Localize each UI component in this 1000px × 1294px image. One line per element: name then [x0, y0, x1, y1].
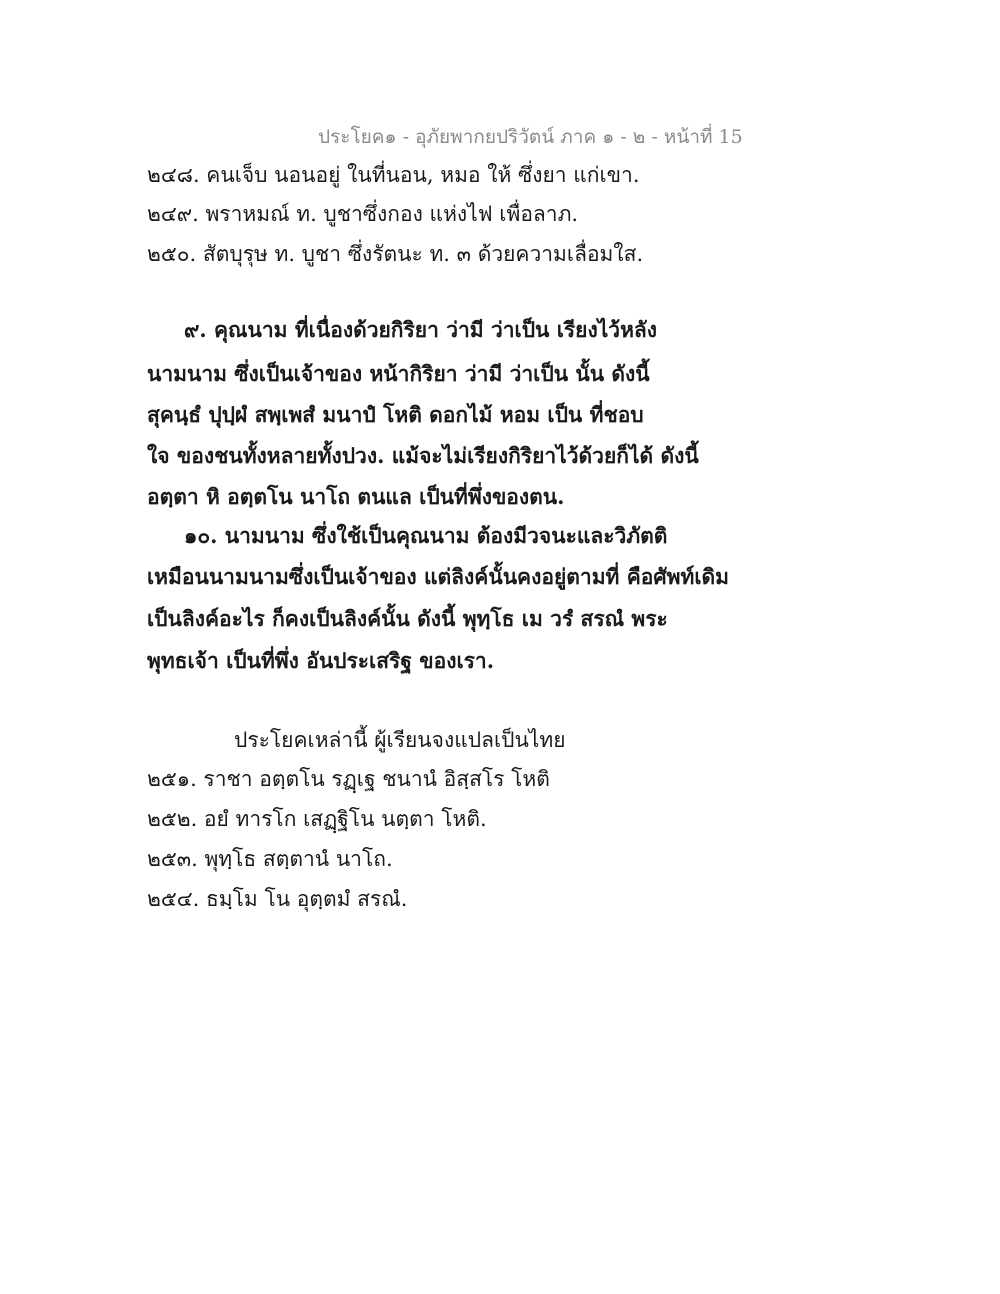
section-10-line: ๑๐. นามนาม ซึ่งใช้เป็นคุณนาม ต้องมีวจนะและวิภัตติ	[184, 523, 668, 548]
page-header: ประโยค๑ - อุภัยพากยปริวัตน์ ภาค ๑ - ๒ - หน้าที่ 15	[318, 126, 743, 148]
exercise-item: ๒๕๑. ราชา อตฺตโน รฏฺเฐ ชนานํ อิสฺสโร โหติ	[147, 767, 550, 791]
section-10-line: เป็นลิงค์อะไร ก็คงเป็นลิงค์นั้น ดังนี้ พุทฺโธ เม วรํ สรณํ พระ	[147, 606, 668, 631]
example-line: ๒๕๐. สัตบุรุษ ท. บูชา ซึ่งรัตนะ ท. ๓ ด้วยความเลื่อมใส.	[147, 242, 644, 266]
exercise-item: ๒๕๓. พุทฺโธ สตฺตานํ นาโถ.	[147, 847, 393, 871]
section-9-line: ๙. คุณนาม ที่เนื่องด้วยกิริยา ว่ามี ว่าเป็น เรียงไว้หลัง	[184, 317, 658, 342]
exercise-item: ๒๕๔. ธมฺโม โน อุตฺตมํ สรณํ.	[147, 887, 408, 911]
section-10-line: เหมือนนามนามซึ่งเป็นเจ้าของ แต่ลิงค์นั้นคงอยู่ตามที่ คือศัพท์เดิม	[147, 564, 730, 589]
section-10-line: พุทธเจ้า เป็นที่พึ่ง อันประเสริฐ ของเรา.	[147, 648, 495, 673]
example-line: ๒๔๙. พราหมณ์ ท. บูชาซึ่งกอง แห่งไฟ เพื่อลาภ.	[147, 202, 579, 226]
section-9-line: ใจ ของชนทั้งหลายทั้งปวง. แม้จะไม่เรียงกิริยาไว้ด้วยก็ได้ ดังนี้	[147, 443, 699, 468]
exercise-heading: ประโยคเหล่านี้ ผู้เรียนจงแปลเป็นไทย	[234, 728, 566, 752]
section-9-line: นามนาม ซึ่งเป็นเจ้าของ หน้ากิริยา ว่ามี ว่าเป็น นั้น ดังนี้	[147, 361, 650, 386]
section-9-line: สุคนฺธํ ปุปฺผํ สพฺเพสํ มนาปํ โหติ ดอกไม้ หอม เป็น ที่ชอบ	[147, 402, 644, 427]
example-line: ๒๔๘. คนเจ็บ นอนอยู่ ในที่นอน, หมอ ให้ ซึ่งยา แก่เขา.	[147, 163, 640, 187]
section-9-line: อตฺตา หิ อตฺตโน นาโถ ตนแล เป็นที่พึ่งของตน.	[147, 484, 565, 509]
exercise-item: ๒๕๒. อยํ ทารโก เสฏฺฐิโน นตฺตา โหติ.	[147, 807, 487, 831]
